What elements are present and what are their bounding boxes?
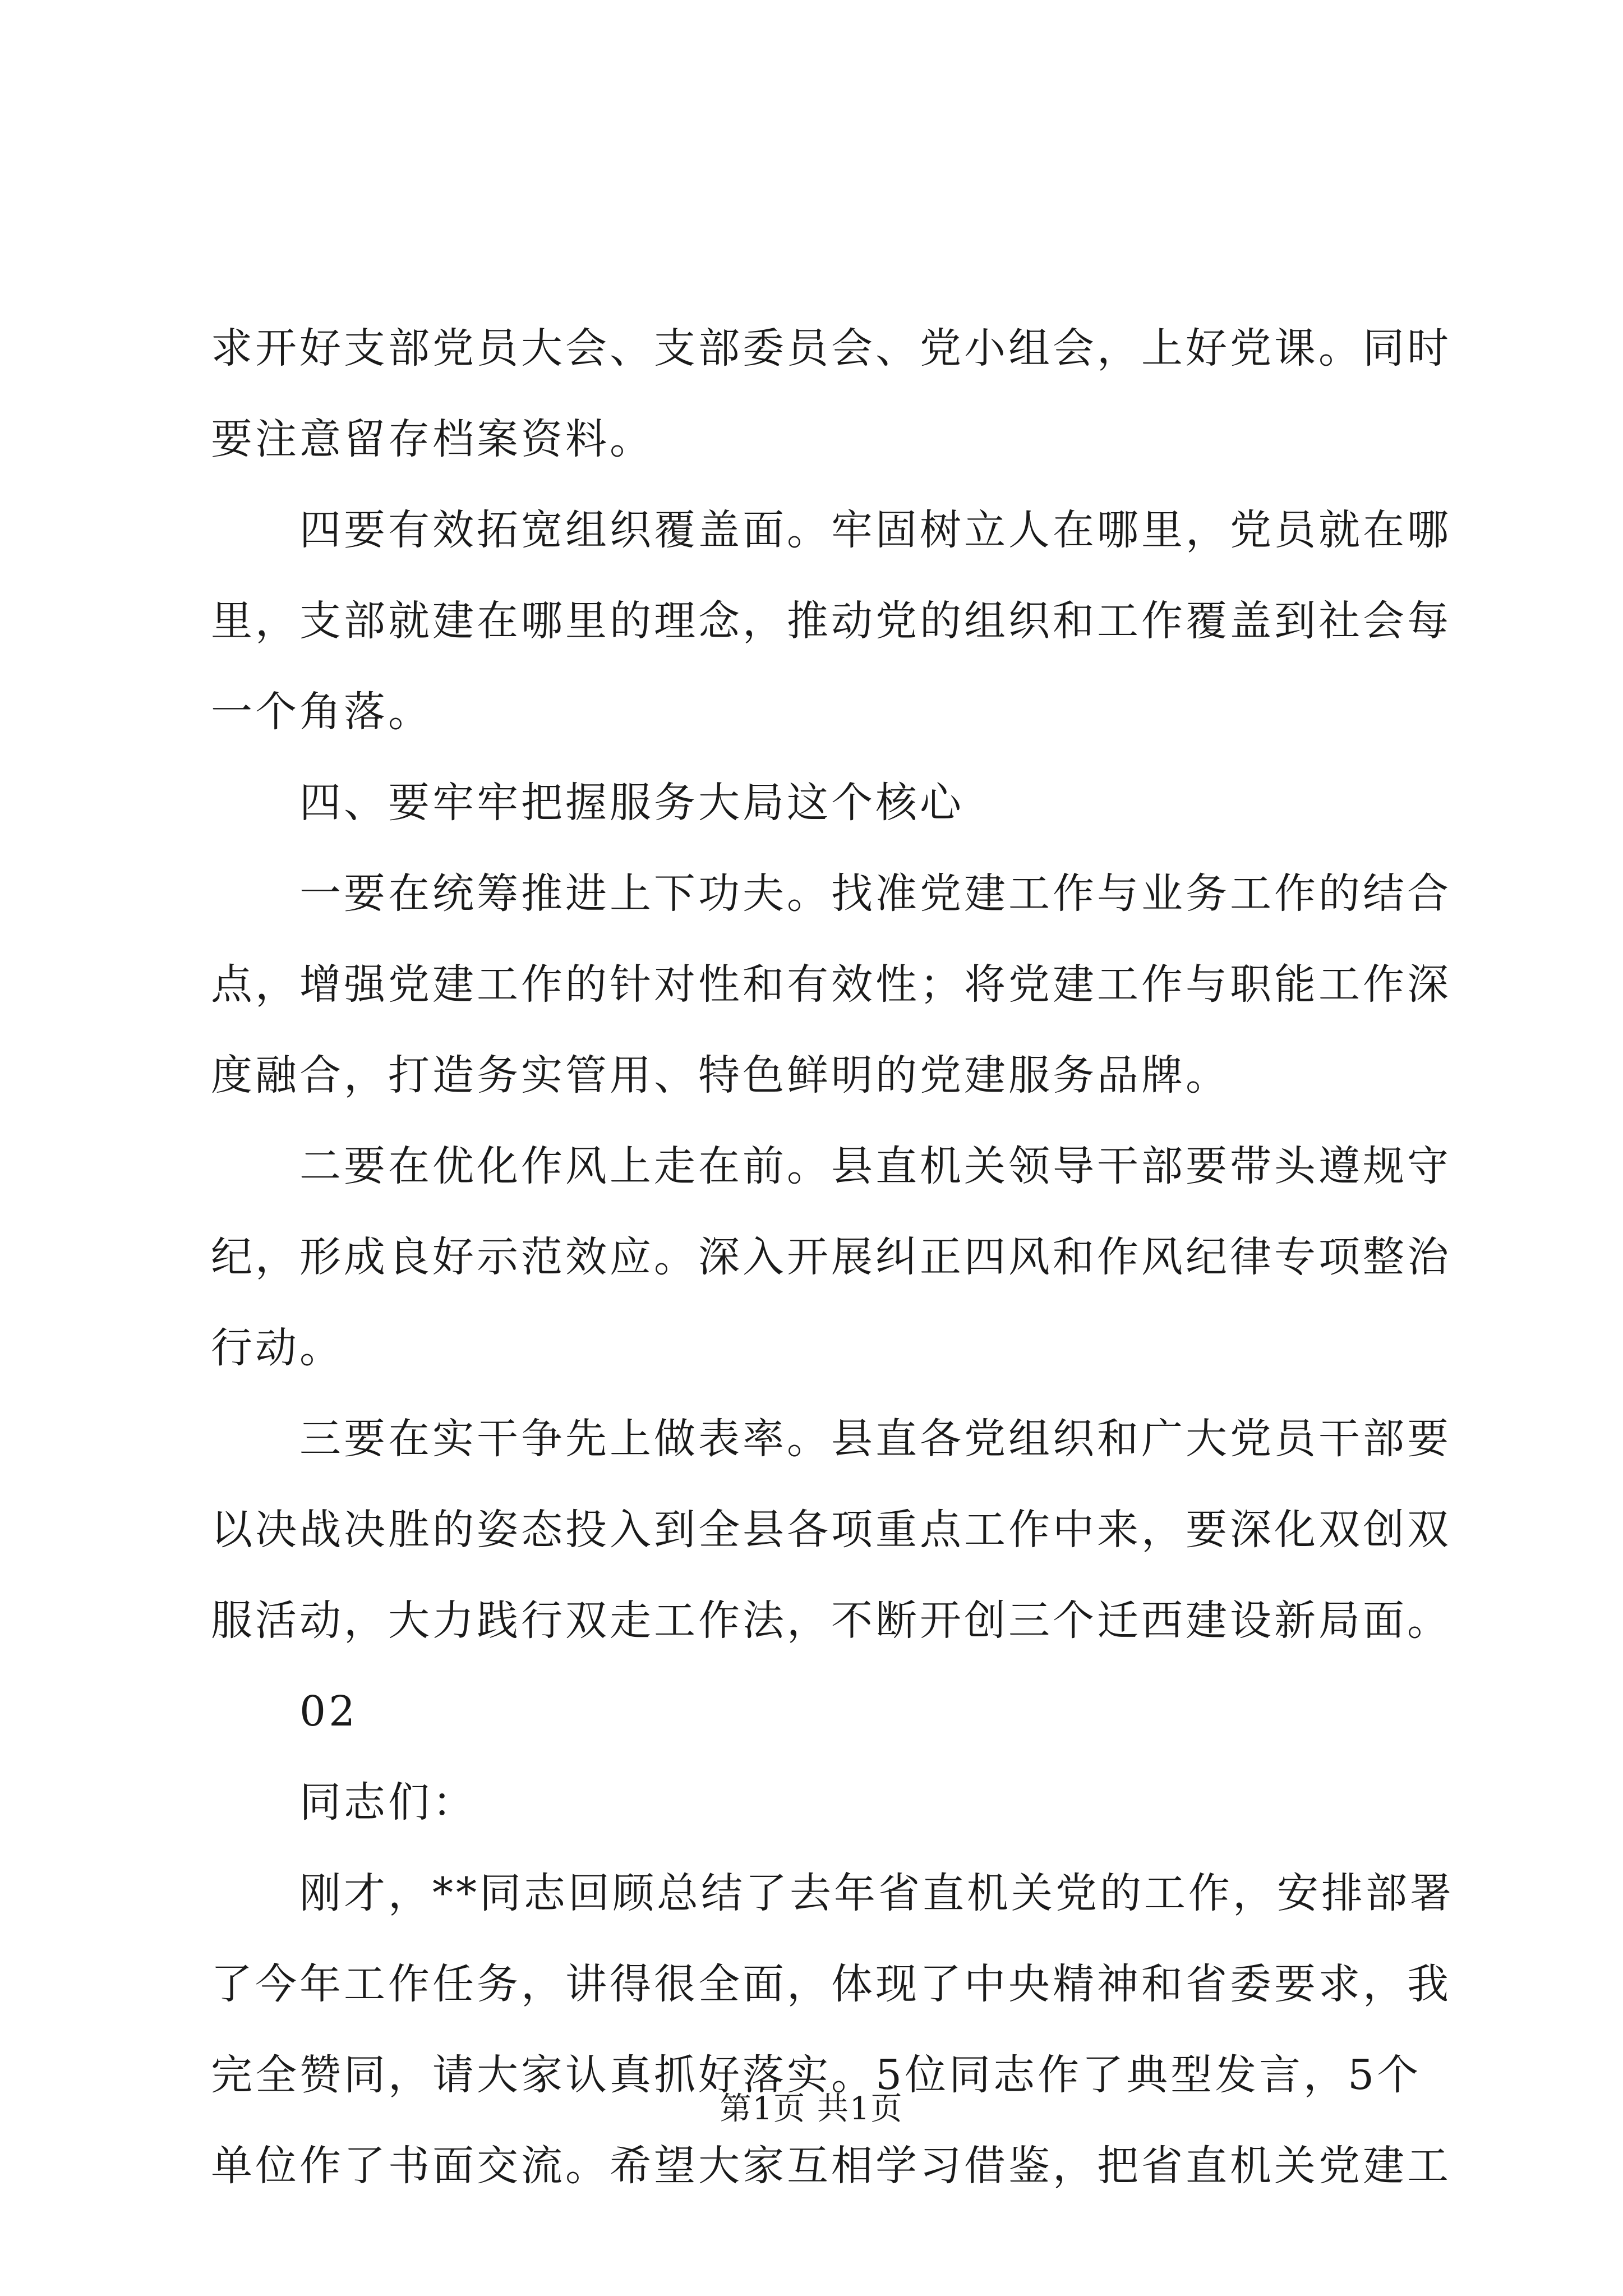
- text-line: 点，增强党建工作的针对性和有效性；将党建工作与职能工作深: [211, 960, 1451, 1009]
- text-line: 四要有效拓宽组织覆盖面。牢固树立人在哪里，党员就在哪: [299, 506, 1451, 554]
- text-line: 二要在优化作风上走在前。县直机关领导干部要带头遵规守: [299, 1142, 1451, 1190]
- text-line: 了今年工作任务，讲得很全面，体现了中央精神和省委要求，我: [211, 1960, 1451, 2008]
- document-body: [211, 303, 1454, 2211]
- text-line: 纪，形成良好示范效应。深入开展纠正四风和作风纪律专项整治: [211, 1233, 1451, 1281]
- text-line: 服活动，大力践行双走工作法，不断开创三个迁西建设新局面。: [211, 1596, 1451, 1645]
- text-line: 一个角落。: [211, 688, 432, 736]
- page-footer: 第1页 共1页: [720, 2091, 903, 2127]
- text-line: 求开好支部党员大会、支部委员会、党小组会，上好党课。同时: [211, 324, 1451, 372]
- text-line: 完全赞同，请大家认真抓好落实。5位同志作了典型发言，5个: [211, 2051, 1422, 2099]
- text-line: 一要在统筹推进上下功夫。找准党建工作与业务工作的结合: [299, 869, 1451, 918]
- text-line: 刚才，**同志回顾总结了去年省直机关党的工作，安排部署: [299, 1869, 1454, 1917]
- text-line: 三要在实干争先上做表率。县直各党组织和广大党员干部要: [299, 1415, 1451, 1463]
- text-line: 里，支部就建在哪里的理念，推动党的组织和工作覆盖到社会每: [211, 597, 1451, 645]
- text-line: 以决战决胜的姿态投入到全县各项重点工作中来，要深化双创双: [211, 1506, 1451, 1554]
- text-line: 要注意留存档案资料。: [211, 415, 654, 463]
- text-line: 单位作了书面交流。希望大家互相学习借鉴，把省直机关党建工: [211, 2142, 1451, 2190]
- text-line: 同志们：: [299, 1778, 477, 1826]
- text-line: 四、要牢牢把握服务大局这个核心: [299, 779, 964, 827]
- text-line: 02: [299, 1687, 358, 1736]
- text-line: 行动。: [211, 1324, 344, 1372]
- text-line: 度融合，打造务实管用、特色鲜明的党建服务品牌。: [211, 1051, 1230, 1099]
